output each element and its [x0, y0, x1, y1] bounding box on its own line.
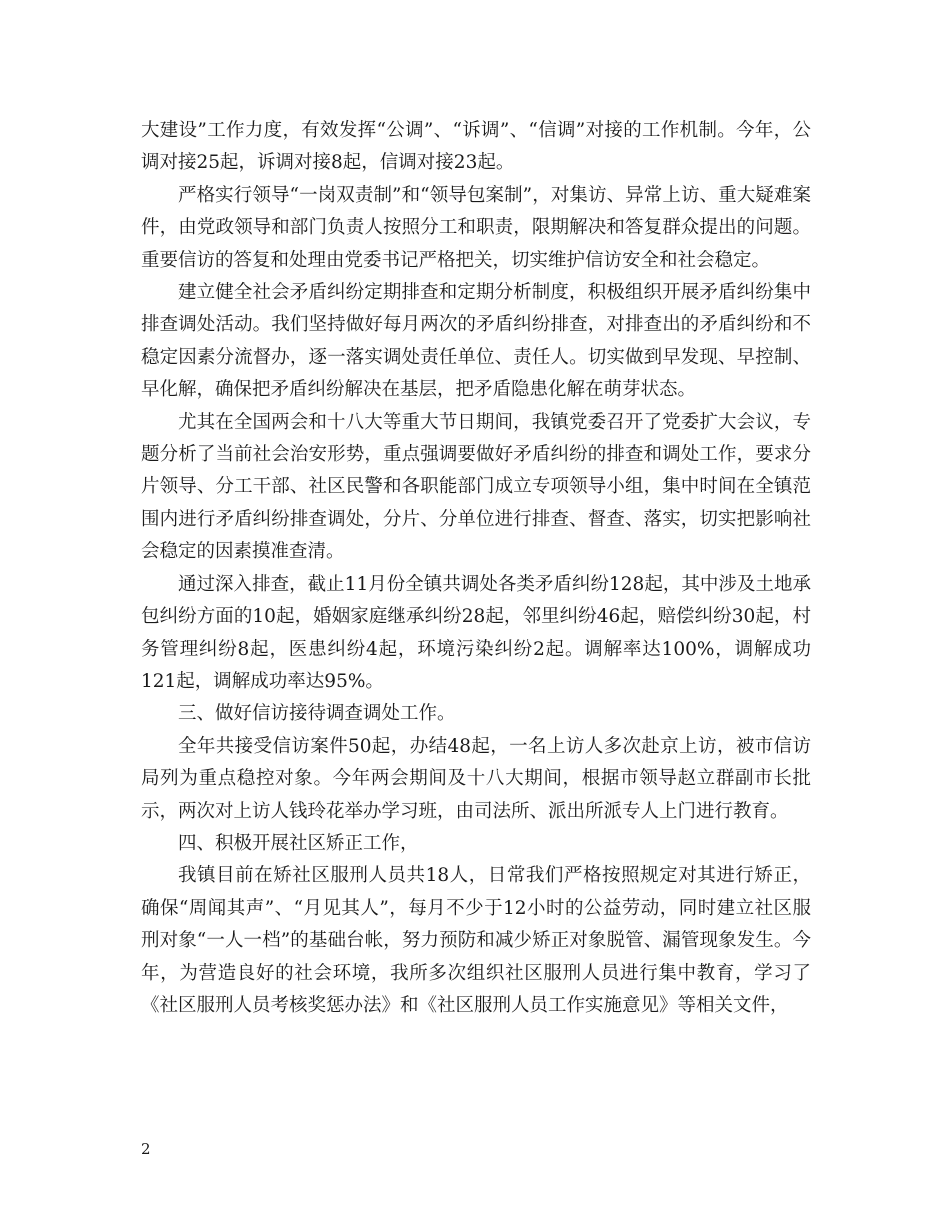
paragraph-2: 严格实行领导“一岗双责制”和“领导包案制”，对集访、异常上访、重大疑难案件，由党政领导和部门负责人按照分工和职责，限期解决和答复群众提出的问题。重要信访的答复和处理由党委书记严格把关，切实维护信访安全和社会稳定。: [141, 184, 811, 271]
paragraph-1: 大建设”工作力度，有效发挥“公调”、“诉调”、“信调”对接的工作机制。今年，公调对接25起，诉调对接8起，信调对接23起。: [141, 120, 811, 174]
page-number: 2: [141, 1140, 151, 1158]
document-body: [141, 115, 811, 1022]
section-heading-3: 三、做好信访接待调查调处工作。: [178, 703, 456, 725]
paragraph-6: 全年共接受信访案件50起，办结48起，一名上访人多次赴京上访，被市信访局列为重点稳控对象。今年两会期间及十八大期间，根据市领导赵立群副市长批示，两次对上访人钱玲花举办学习班，由司法所、派出所派专人上门进行教育。: [141, 735, 811, 822]
paragraph-7: 我镇目前在矫社区服刑人员共18人，日常我们严格按照规定对其进行矫正，确保“周闻其声”、“月见其人”，每月不少于12小时的公益劳动，同时建立社区服刑对象“一人一档”的基础台帐，努力预防和减少矫正对象脱管、漏管现象发生。今年，为营造良好的社会环境，我所多次组织社区服刑人员进行集中教育，学习了《社区服刑人员考核奖惩办法》和《社区服刑人员工作实施意见》等相关文件，: [141, 865, 811, 1016]
paragraph-4: 尤其在全国两会和十八大等重大节日期间，我镇党委召开了党委扩大会议，专题分析了当前社会治安形势，重点强调要做好矛盾纠纷的排查和调处工作，要求分片领导、分工干部、社区民警和各职能部门成立专项领导小组，集中时间在全镇范围内进行矛盾纠纷排查调处，分片、分单位进行排查、督查、落实，切实把影响社会稳定的因素摸准查清。: [141, 411, 811, 563]
paragraph-3: 建立健全社会矛盾纠纷定期排查和定期分析制度，积极组织开展矛盾纠纷集中排查调处活动。我们坚持做好每月两次的矛盾纠纷排查，对排查出的矛盾纠纷和不稳定因素分流督办，逐一落实调处责任单位、责任人。切实做到早发现、早控制、早化解，确保把矛盾纠纷解决在基层，把矛盾隐患化解在萌芽状态。: [141, 282, 811, 401]
paragraph-5: 通过深入排查，截止11月份全镇共调处各类矛盾纠纷128起，其中涉及土地承包纠纷方面的10起，婚姻家庭继承纠纷28起，邻里纠纷46起，赔偿纠纷30起，村务管理纠纷8起，医患纠纷4起，环境污染纠纷2起。调解率达100%，调解成功121起，调解成功率达95%。: [141, 573, 811, 692]
section-heading-4: 四、积极开展社区矫正工作，: [178, 832, 419, 854]
